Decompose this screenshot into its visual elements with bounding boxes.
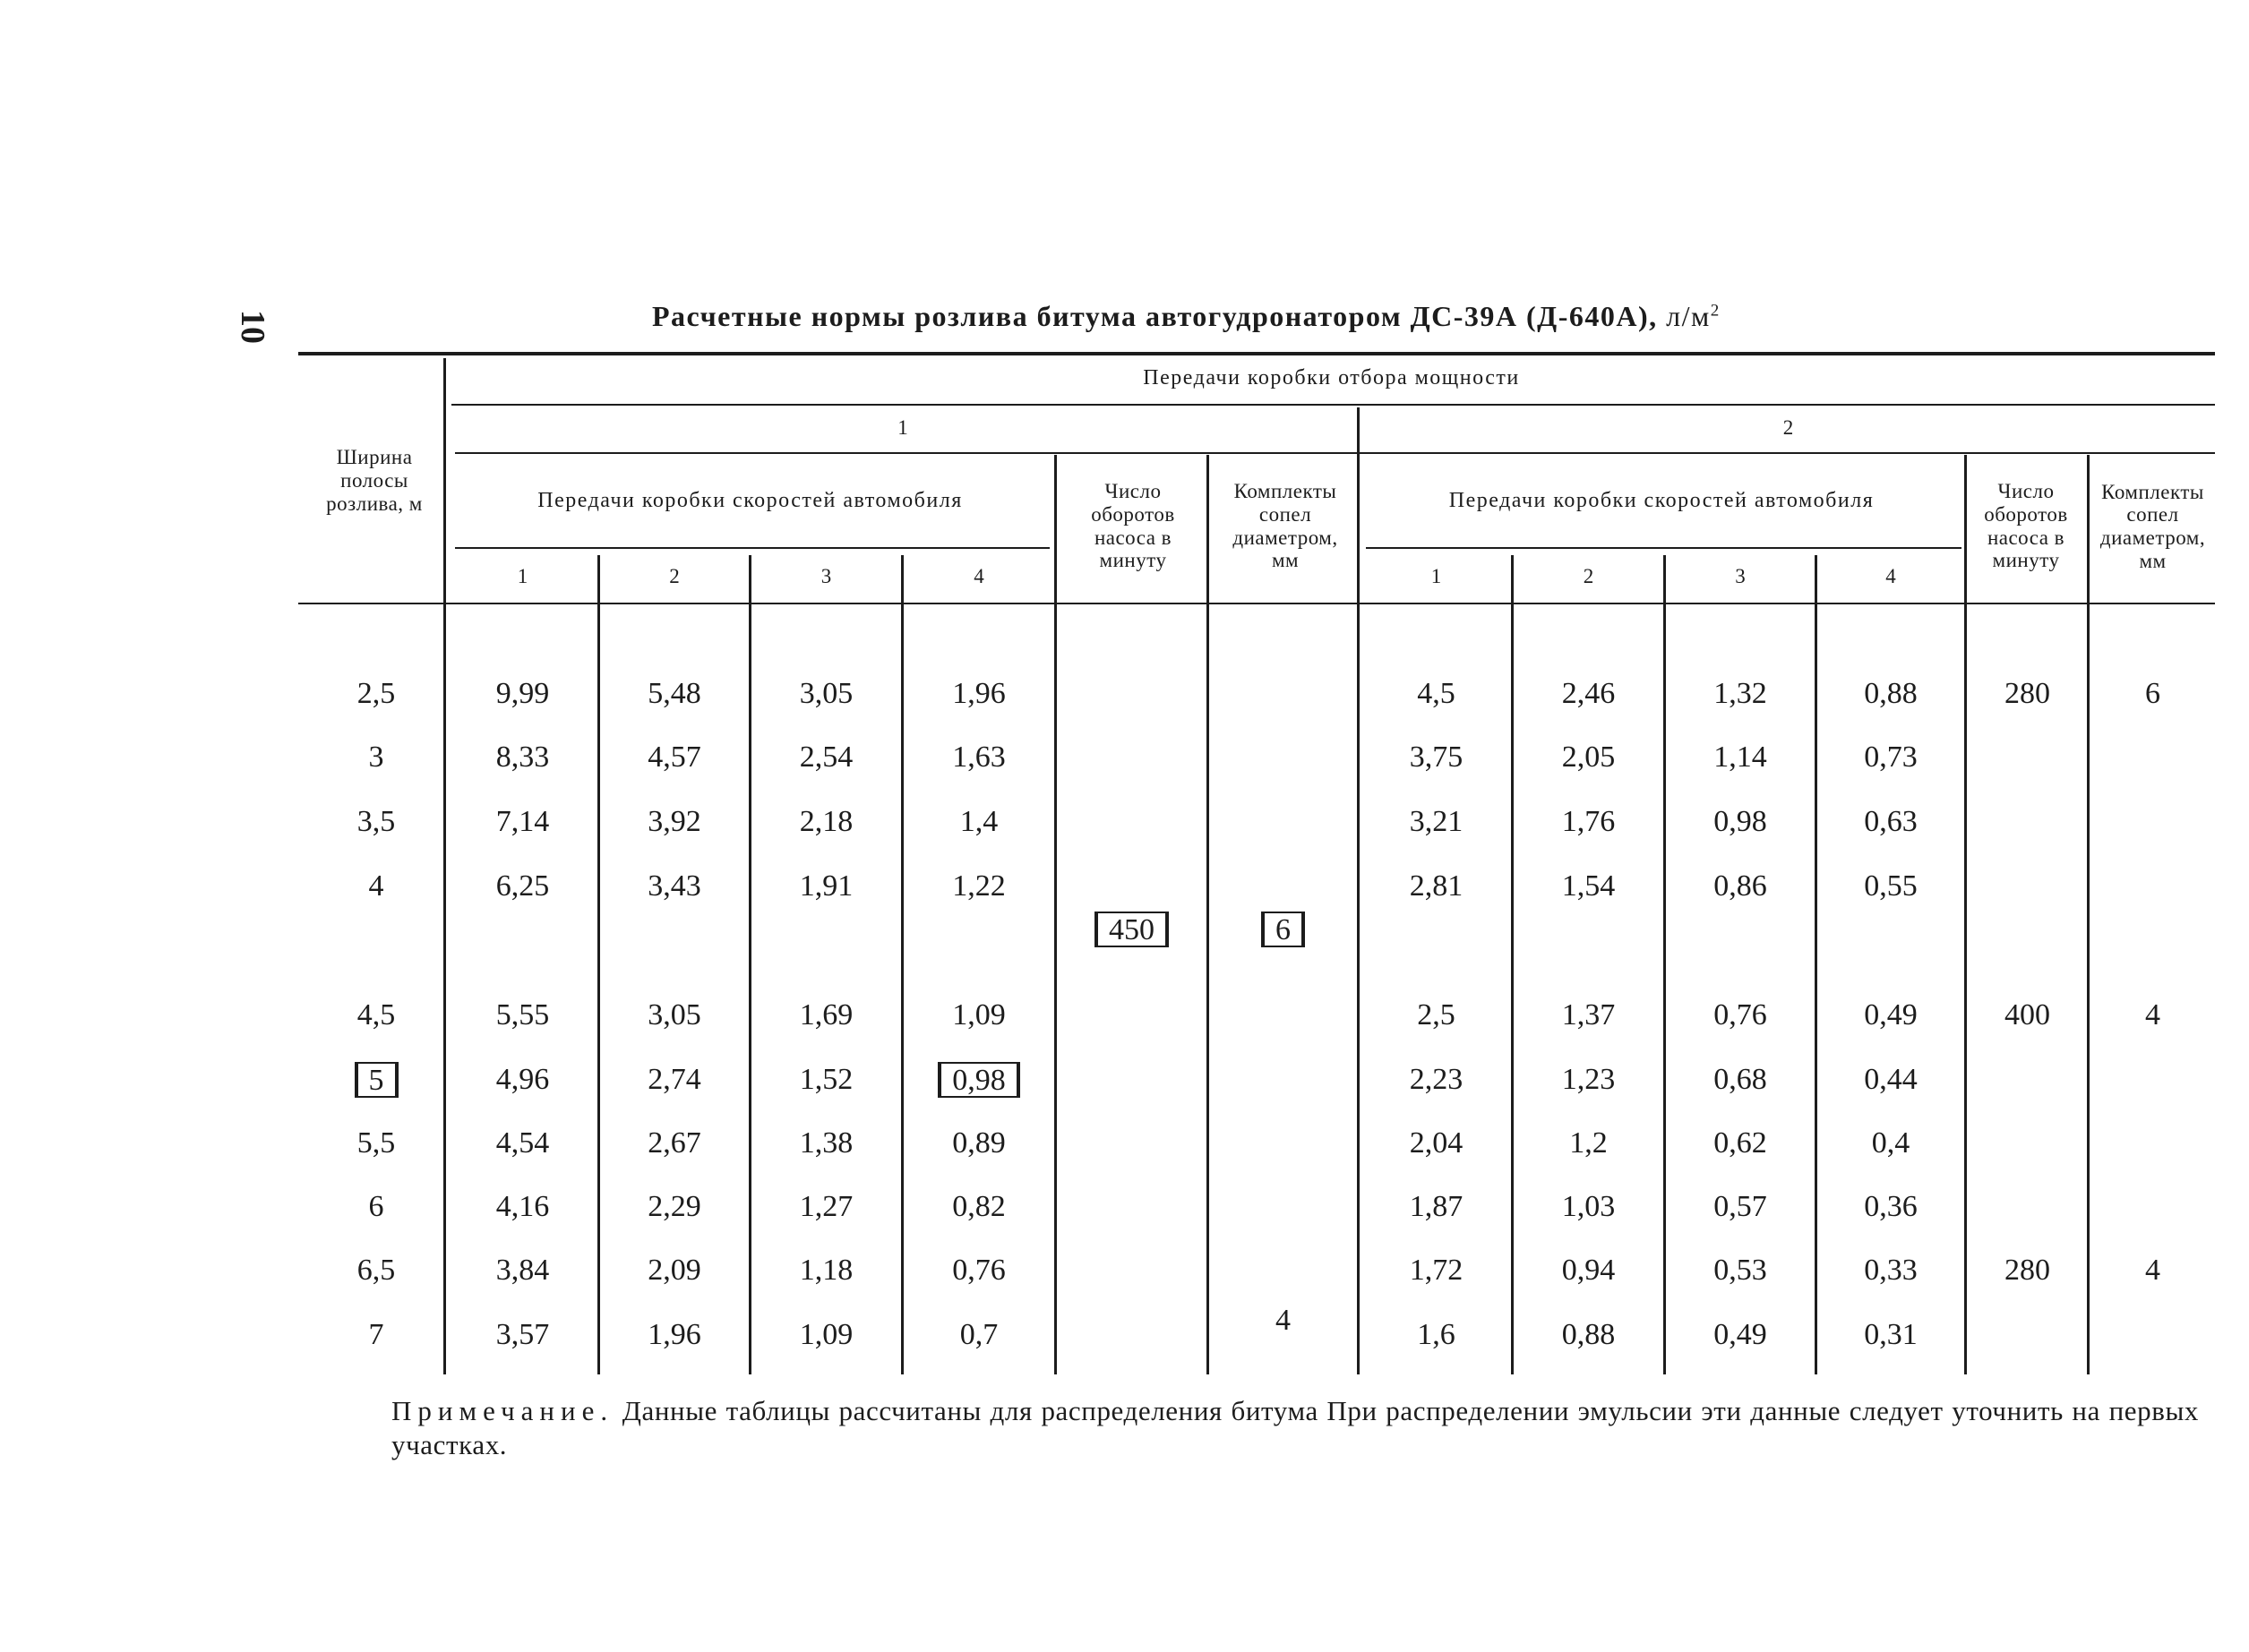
- table-cell-width: [309, 1310, 443, 1360]
- table-cell-g1-gear0: [448, 990, 597, 1040]
- table-cell-rpm2: [1968, 990, 2087, 1040]
- table-cell-g2-gear1: [1514, 861, 1663, 912]
- table-cell-g1-gear3: [904, 797, 1054, 847]
- table-cell-g2-gear1: [1514, 990, 1663, 1040]
- table-cell-value: 0,62: [1713, 1126, 1767, 1160]
- table-cell-value: 0,94: [1561, 1254, 1616, 1288]
- gear-number-g1-4: 4: [974, 564, 984, 587]
- table-cell-value: 0,63: [1864, 805, 1918, 839]
- table-cell-value: 280: [2004, 677, 2050, 711]
- table-cell-value: 4: [2145, 1254, 2160, 1288]
- table-cell-rpm2: [1968, 1118, 2087, 1168]
- table-cell-g2-gear2: [1666, 732, 1815, 783]
- table-cell-g1-gear2: [751, 1118, 901, 1168]
- table-cell-g2-gear1: [1514, 1118, 1663, 1168]
- table-cell-value: 3,84: [495, 1254, 550, 1288]
- table-cell-value: 0,76: [1713, 998, 1767, 1032]
- table-cell-value: 1,6: [1417, 1318, 1455, 1352]
- table-cell-value: 7: [368, 1318, 384, 1352]
- page-number: 10: [234, 310, 271, 344]
- table-cell-g2-gear3: [1817, 1118, 1964, 1168]
- table-cell-value: 0,36: [1864, 1190, 1918, 1224]
- table-cell-g2-gear3: [1817, 1182, 1964, 1232]
- table-cell-value: 4: [2145, 998, 2160, 1032]
- table-cell-g1-gear0: [448, 797, 597, 847]
- table-cell-value: 1,09: [952, 998, 1006, 1032]
- table-cell-g2-gear2: [1666, 1055, 1815, 1105]
- table-cell-noz2: [2090, 1118, 2215, 1168]
- table-cell-value: 0,86: [1713, 869, 1767, 903]
- table-cell-g2-gear0: [1361, 1055, 1511, 1105]
- table-cell-rpm2: [1968, 1182, 2087, 1232]
- table-cell-value: 5: [355, 1062, 399, 1099]
- table-cell-value: 0,31: [1864, 1318, 1918, 1352]
- table-cell-rpm2: [1968, 797, 2087, 847]
- table-cell-value: 3: [368, 740, 384, 775]
- table-cell-width: [309, 732, 443, 783]
- table-cell-g2-gear0: [1361, 1310, 1511, 1360]
- header-pump-rpm-group-2: Число оборотов насоса в минуту: [1984, 480, 2068, 572]
- table-cell-rpm2: [1968, 1310, 2087, 1360]
- table-cell-rpm2: [1968, 861, 2087, 912]
- table-cell-noz2: [2090, 1055, 2215, 1105]
- table-cell-g1-gear1: [600, 1310, 749, 1360]
- table-cell-g2-gear3: [1817, 861, 1964, 912]
- table-cell-value: 5,55: [495, 998, 550, 1032]
- table-cell-g2-gear0: [1361, 1245, 1511, 1296]
- table-cell-value: 4,16: [495, 1190, 550, 1224]
- table-cell-value: 0,76: [952, 1254, 1006, 1288]
- table-cell-g2-gear3: [1817, 1245, 1964, 1296]
- table-cell-value: 1,03: [1561, 1190, 1616, 1224]
- table-cell-value: 3,75: [1409, 740, 1464, 775]
- group1-pump-rpm: [1057, 904, 1206, 954]
- table-cell-g1-gear2: [751, 1245, 901, 1296]
- table-cell-noz2: [2090, 797, 2215, 847]
- table-cell-value: 3,92: [648, 805, 701, 839]
- table-cell-value: 0,4: [1871, 1126, 1910, 1160]
- table-cell-value: 2,5: [356, 677, 396, 711]
- rule-under-header: [298, 603, 2215, 604]
- table-cell-value: 0,98: [938, 1062, 1020, 1099]
- table-cell-value: 4,54: [495, 1126, 550, 1160]
- table-cell-g2-gear2: [1666, 1182, 1815, 1232]
- table-cell-g2-gear3: [1817, 1310, 1964, 1360]
- table-cell-value: 1,18: [799, 1254, 854, 1288]
- table-cell-value: 4,5: [1417, 677, 1455, 711]
- table-cell-g2-gear1: [1514, 1310, 1663, 1360]
- table-cell-width: [309, 1118, 443, 1168]
- table-cell-value: 2,74: [648, 1063, 701, 1097]
- table-cell-g1-gear1: [600, 1118, 749, 1168]
- table-cell-g2-gear3: [1817, 732, 1964, 783]
- table-cell-value: 2,18: [799, 805, 854, 839]
- group1-nozzles: [1209, 904, 1357, 954]
- gear-number-g2-1: 1: [1430, 564, 1442, 587]
- table-cell-g2-gear2: [1666, 1245, 1815, 1296]
- table-cell-g1-gear0: [448, 1055, 597, 1105]
- group1-nozzles-last: 4: [1275, 1304, 1291, 1338]
- header-nozzles-group-1: Комплекты сопел диаметром, мм: [1232, 480, 1338, 572]
- table-cell-value: 1,32: [1713, 677, 1767, 711]
- gear-number-g1-3: 3: [820, 564, 832, 587]
- table-cell-value: 0,98: [1713, 805, 1767, 839]
- rule-under-car-gears-1: [455, 547, 1050, 549]
- rule-under-pto-header: [451, 404, 2215, 406]
- table-cell-value: 2,05: [1561, 740, 1616, 775]
- table-cell-g1-gear1: [600, 1055, 749, 1105]
- table-cell-value: 0,82: [952, 1190, 1006, 1224]
- table-cell-g1-gear0: [448, 1182, 597, 1232]
- table-cell-noz2: [2090, 861, 2215, 912]
- gear-number-g1-1: 1: [517, 564, 528, 587]
- table-cell-noz2: [2090, 669, 2215, 719]
- table-cell-rpm2: [1968, 1055, 2087, 1105]
- table-cell-value: 0,88: [1561, 1318, 1616, 1352]
- table-cell-value: 3,5: [356, 805, 396, 839]
- table-cell-noz2: [2090, 1245, 2215, 1296]
- gear-number-g1-2: 2: [669, 564, 680, 587]
- table-cell-value: 6: [2145, 677, 2160, 711]
- table-note: [391, 1394, 2199, 1462]
- table-cell-g1-gear2: [751, 861, 901, 912]
- table-cell-value: 0,49: [1864, 998, 1918, 1032]
- vline-after-width: [443, 358, 446, 1374]
- table-cell-g2-gear0: [1361, 1182, 1511, 1232]
- table-cell-value: 1,2: [1569, 1126, 1608, 1160]
- table-cell-value: 2,04: [1409, 1126, 1464, 1160]
- table-cell-g1-gear2: [751, 732, 901, 783]
- table-cell-g1-gear2: [751, 1055, 901, 1105]
- table-cell-width: [309, 797, 443, 847]
- table-cell-g2-gear0: [1361, 861, 1511, 912]
- gear-number-g2-4: 4: [1885, 564, 1896, 587]
- table-cell-noz2: [2090, 990, 2215, 1040]
- vline-group-divider: [1357, 407, 1360, 1374]
- table-cell-value: 4,5: [356, 998, 396, 1032]
- table-cell-value: 2,67: [648, 1126, 701, 1160]
- header-car-gears-group-2: Передачи коробки скоростей автомобиля: [1448, 489, 1875, 513]
- table-cell-value: 0,88: [1864, 677, 1918, 711]
- table-cell-value: 4: [368, 869, 384, 903]
- table-cell-g1-gear2: [751, 1182, 901, 1232]
- table-cell-g1-gear3: [904, 732, 1054, 783]
- note-text: Данные таблицы рассчитаны для распределения битума При распределении эмульсии эти данные следует уточнить на первых участках.: [391, 1395, 2199, 1460]
- table-cell-g1-gear3: [904, 1118, 1054, 1168]
- table-cell-value: 1,91: [799, 869, 854, 903]
- table-cell-value: 1,14: [1713, 740, 1767, 775]
- header-group-2: 2: [1782, 415, 1794, 439]
- header-car-gears-group-1: Передачи коробки скоростей автомобиля: [537, 489, 963, 513]
- table-cell-g1-gear2: [751, 669, 901, 719]
- table-cell-g1-gear3: [904, 1055, 1054, 1105]
- table-cell-value: 4,96: [495, 1063, 550, 1097]
- table-cell-g1-gear1: [600, 1182, 749, 1232]
- table-cell-value: 1,72: [1409, 1254, 1464, 1288]
- vline-g2-rpm-nozzles: [2087, 455, 2090, 1374]
- table-cell-width: [309, 990, 443, 1040]
- table-cell-g1-gear1: [600, 797, 749, 847]
- table-cell-g1-gear3: [904, 1310, 1054, 1360]
- table-cell-g2-gear2: [1666, 669, 1815, 719]
- header-pto-gears: Передачи коробки отбора мощности: [1143, 366, 1520, 390]
- table-cell-g2-gear2: [1666, 1118, 1815, 1168]
- table-cell-value: 3,43: [648, 869, 701, 903]
- table-cell-value: 1,87: [1409, 1190, 1464, 1224]
- table-cell-value: 0,89: [952, 1126, 1006, 1160]
- header-pump-rpm-group-1: Число оборотов насоса в минуту: [1091, 480, 1175, 572]
- table-cell-g1-gear1: [600, 990, 749, 1040]
- table-cell-value: 1,63: [952, 740, 1006, 775]
- table-cell-value: 6,25: [495, 869, 550, 903]
- table-cell-value: 1,23: [1561, 1063, 1616, 1097]
- table-cell-value: 3,57: [495, 1318, 550, 1352]
- table-cell-value: 4,57: [648, 740, 701, 775]
- table-cell-value: 1,52: [799, 1063, 854, 1097]
- table-cell-value: 1,4: [959, 805, 999, 839]
- table-cell-noz2: [2090, 732, 2215, 783]
- table-cell-value: 280: [2004, 1254, 2050, 1288]
- table-cell-g1-gear0: [448, 732, 597, 783]
- table-cell-g1-gear0: [448, 861, 597, 912]
- table-cell-value: 0,55: [1864, 869, 1918, 903]
- table-cell-value: 1,96: [952, 677, 1006, 711]
- table-cell-value: 2,5: [1417, 998, 1455, 1032]
- table-cell-g2-gear1: [1514, 1182, 1663, 1232]
- table-cell-value: 0,68: [1713, 1063, 1767, 1097]
- table-cell-noz2: [2090, 1310, 2215, 1360]
- table-cell-value: 1,27: [799, 1190, 854, 1224]
- table-cell-value: 2,81: [1409, 869, 1464, 903]
- table-cell-value: 1,22: [952, 869, 1006, 903]
- table-cell-g2-gear3: [1817, 797, 1964, 847]
- table-cell-g1-gear3: [904, 990, 1054, 1040]
- table-cell-width: [309, 1245, 443, 1296]
- table-cell-value: 3,05: [648, 998, 701, 1032]
- table-cell-value: 2,29: [648, 1190, 701, 1224]
- table-cell-value: 0,49: [1713, 1318, 1767, 1352]
- table-cell-value: 3,05: [799, 677, 854, 711]
- title-unit-superscript: 2: [1710, 301, 1721, 321]
- table-title: [652, 300, 1721, 333]
- table-cell-value: 7,14: [495, 805, 550, 839]
- table-cell-value: 9,99: [495, 677, 550, 711]
- table-cell-width: [309, 1182, 443, 1232]
- table-cell-g1-gear2: [751, 1310, 901, 1360]
- table-cell-g1-gear3: [904, 861, 1054, 912]
- table-cell-g2-gear3: [1817, 669, 1964, 719]
- table-cell-rpm2: [1968, 1245, 2087, 1296]
- table-cell-g2-gear1: [1514, 732, 1663, 783]
- table-cell-value: 0,7: [959, 1318, 999, 1352]
- table-cell-g2-gear2: [1666, 797, 1815, 847]
- table-cell-width: [309, 861, 443, 912]
- table-cell-g2-gear1: [1514, 797, 1663, 847]
- table-cell-g1-gear0: [448, 1118, 597, 1168]
- title-unit: л/м: [1666, 300, 1711, 332]
- gear-number-g2-2: 2: [1583, 564, 1594, 587]
- table-cell-value: 3,21: [1409, 805, 1464, 839]
- table-cell-g2-gear0: [1361, 797, 1511, 847]
- table-cell-g2-gear1: [1514, 1245, 1663, 1296]
- table-cell-rpm2: [1968, 732, 2087, 783]
- table-cell-value: 1,69: [799, 998, 854, 1032]
- group1-pump-rpm-value: 450: [1094, 912, 1169, 948]
- rule-under-group-numbers: [455, 452, 2215, 454]
- table-cell-value: 2,23: [1409, 1063, 1464, 1097]
- table-cell-g2-gear2: [1666, 1310, 1815, 1360]
- header-group-1: 1: [897, 415, 908, 439]
- table-cell-value: 0,73: [1864, 740, 1918, 775]
- table-cell-value: 0,57: [1713, 1190, 1767, 1224]
- table-cell-g1-gear1: [600, 669, 749, 719]
- table-cell-g1-gear3: [904, 669, 1054, 719]
- table-cell-g2-gear0: [1361, 669, 1511, 719]
- table-cell-noz2: [2090, 1182, 2215, 1232]
- table-cell-g2-gear1: [1514, 669, 1663, 719]
- table-cell-g1-gear1: [600, 732, 749, 783]
- table-cell-g2-gear3: [1817, 1055, 1964, 1105]
- table-cell-value: 2,46: [1561, 677, 1616, 711]
- table-cell-g1-gear2: [751, 797, 901, 847]
- table-cell-g2-gear2: [1666, 861, 1815, 912]
- vline-g2-gear4-rpm: [1964, 455, 1967, 1374]
- group1-nozzles-value: 6: [1261, 912, 1305, 948]
- title-main: Расчетные нормы розлива битума автогудронатором ДС-39А (Д-640А),: [652, 300, 1658, 332]
- table-cell-value: 2,09: [648, 1254, 701, 1288]
- table-cell-value: 0,44: [1864, 1063, 1918, 1097]
- table-cell-g1-gear1: [600, 861, 749, 912]
- table-cell-g1-gear2: [751, 990, 901, 1040]
- table-cell-value: 2,54: [799, 740, 854, 775]
- header-nozzles-group-2: Комплекты сопел диаметром, мм: [2099, 480, 2206, 572]
- table-cell-value: 1,38: [799, 1126, 854, 1160]
- table-cell-g2-gear0: [1361, 990, 1511, 1040]
- table-cell-value: 400: [2004, 998, 2050, 1032]
- rule-under-car-gears-2: [1366, 547, 1961, 549]
- table-cell-g2-gear3: [1817, 990, 1964, 1040]
- table-cell-width: [309, 1055, 443, 1105]
- table-cell-g2-gear0: [1361, 732, 1511, 783]
- table-cell-value: 1,76: [1561, 805, 1616, 839]
- header-width-column: Ширина полосы розлива, м: [326, 446, 423, 515]
- table-cell-g1-gear0: [448, 1245, 597, 1296]
- table-cell-value: 0,53: [1713, 1254, 1767, 1288]
- table-cell-value: 1,37: [1561, 998, 1616, 1032]
- table-cell-value: 6: [368, 1190, 384, 1224]
- table-cell-value: 8,33: [495, 740, 550, 775]
- note-label: Примечание.: [391, 1395, 614, 1426]
- table-cell-g1-gear0: [448, 1310, 597, 1360]
- table-cell-width: [309, 669, 443, 719]
- gear-number-g2-3: 3: [1735, 564, 1746, 587]
- table-cell-g2-gear1: [1514, 1055, 1663, 1105]
- table-cell-value: 1,09: [799, 1318, 854, 1352]
- table-cell-value: 1,54: [1561, 869, 1616, 903]
- table-cell-g1-gear0: [448, 669, 597, 719]
- table-cell-value: 1,96: [648, 1318, 701, 1352]
- table-cell-g2-gear2: [1666, 990, 1815, 1040]
- table-cell-value: 0,33: [1864, 1254, 1918, 1288]
- table-cell-g2-gear0: [1361, 1118, 1511, 1168]
- table-cell-value: 6,5: [356, 1254, 396, 1288]
- table-cell-value: 5,48: [648, 677, 701, 711]
- table-cell-g1-gear3: [904, 1245, 1054, 1296]
- table-cell-g1-gear3: [904, 1182, 1054, 1232]
- table-cell-rpm2: [1968, 669, 2087, 719]
- table-cell-g1-gear1: [600, 1245, 749, 1296]
- table-cell-value: 5,5: [356, 1126, 396, 1160]
- table-top-rule: [298, 352, 2215, 355]
